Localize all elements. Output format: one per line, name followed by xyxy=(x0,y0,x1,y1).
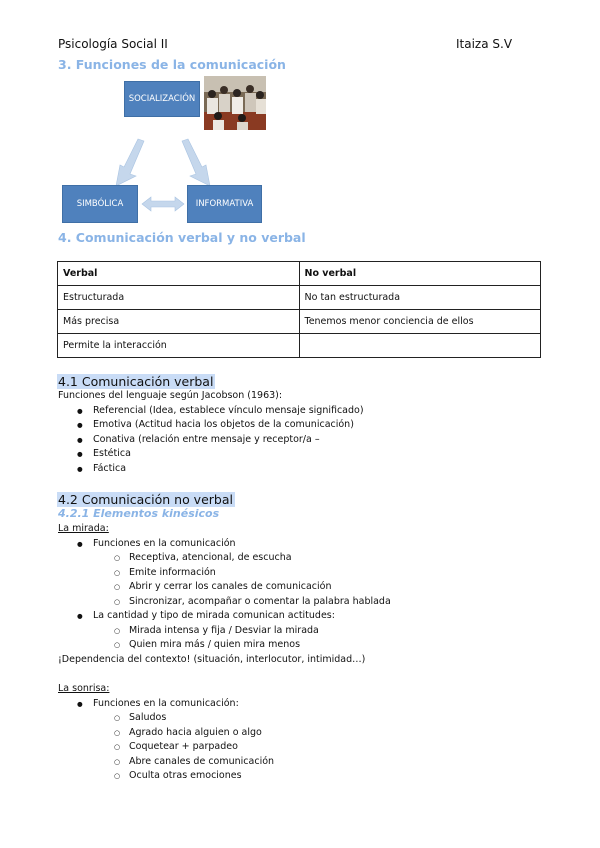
mirada-sublist xyxy=(58,624,588,653)
table-cell: Estructurada xyxy=(58,286,300,310)
list-item-label: Funciones en la comunicación: xyxy=(93,697,239,709)
language-functions-list xyxy=(58,404,578,477)
list-item: ● Conativa (relación entre mensaje y receptor/a – xyxy=(58,433,578,448)
list-item: ○ Saludos xyxy=(58,711,588,726)
table-row xyxy=(58,334,541,358)
table-row xyxy=(58,286,541,310)
table-header-cell: Verbal xyxy=(58,262,300,286)
table-header-row xyxy=(58,262,541,286)
comparison-table xyxy=(57,261,541,358)
list-item: ● Estética xyxy=(58,447,578,462)
list-item-label: Funciones en la comunicación xyxy=(93,537,236,549)
node-informativa: INFORMATIVA xyxy=(187,185,262,223)
table-cell: Más precisa xyxy=(58,310,300,334)
list-item: ○ Receptiva, atencional, de escucha xyxy=(58,551,588,566)
mirada-heading: La mirada: xyxy=(58,523,109,534)
list-item xyxy=(58,609,588,653)
table-header-cell: No verbal xyxy=(299,262,541,286)
list-item: ○ Coquetear + parpadeo xyxy=(58,740,588,755)
table-row xyxy=(58,310,541,334)
section42-title: 4.2 Comunicación no verbal xyxy=(58,492,233,507)
header-left: Psicología Social II xyxy=(58,37,168,51)
context-note: ¡Dependencia del contexto! (situación, interlocutor, intimidad…) xyxy=(58,653,366,665)
section3-title: 3. Funciones de la comunicación xyxy=(58,57,286,72)
section41-block xyxy=(57,371,215,390)
table-cell: No tan estructurada xyxy=(299,286,541,310)
sonrisa-sublist xyxy=(58,711,588,784)
mirada-list xyxy=(58,537,588,653)
list-item: ● Emotiva (Actitud hacia los objetos de la comunicación) xyxy=(58,418,578,433)
table-cell: Tenemos menor conciencia de ellos xyxy=(299,310,541,334)
arrow-top-left-icon xyxy=(116,139,144,186)
section41-content xyxy=(58,389,578,476)
table-cell xyxy=(299,334,541,358)
section42-subtitle: 4.2.1 Elementos kinésicos xyxy=(58,507,220,520)
node-socializacion: SOCIALIZACIÓN xyxy=(124,81,200,117)
table-cell: Permite la interacción xyxy=(58,334,300,358)
header-right: Itaiza S.V xyxy=(456,37,513,51)
arrow-horizontal-icon xyxy=(142,197,184,211)
list-item: ○ Emite información xyxy=(58,566,588,581)
sonrisa-block xyxy=(58,682,588,784)
section41-title: 4.1 Comunicación verbal xyxy=(58,374,214,389)
list-item: ○ Oculta otras emociones xyxy=(58,769,588,784)
list-item-label: La cantidad y tipo de mirada comunican actitudes: xyxy=(93,610,335,621)
sonrisa-list xyxy=(58,697,588,784)
list-item: ○ Agrado hacia alguien o algo xyxy=(58,726,588,741)
section42-block xyxy=(57,489,235,508)
arrow-top-right-icon xyxy=(182,139,210,186)
mirada-sublist xyxy=(58,551,588,609)
list-item xyxy=(58,537,588,610)
mirada-block xyxy=(58,522,588,667)
list-item: ● Fáctica xyxy=(58,462,578,477)
list-item: ○ Sincronizar, acompañar o comentar la palabra hablada xyxy=(58,595,588,610)
functions-diagram xyxy=(58,74,268,224)
list-item xyxy=(58,697,588,784)
section41-intro: Funciones del lenguaje según Jacobson (1963): xyxy=(58,390,283,401)
node-simbolica: SIMBÓLICA xyxy=(62,185,138,223)
crowd-photo xyxy=(204,76,266,130)
sonrisa-heading: La sonrisa: xyxy=(58,683,110,694)
list-item: ○ Abrir y cerrar los canales de comunicación xyxy=(58,580,588,595)
list-item: ○ Quien mira más / quien mira menos xyxy=(58,638,588,653)
list-item: ● Referencial (Idea, establece vínculo mensaje significado) xyxy=(58,404,578,419)
section4-title: 4. Comunicación verbal y no verbal xyxy=(58,230,306,245)
list-item: ○ Mirada intensa y fija / Desviar la mirada xyxy=(58,624,588,639)
list-item: ○ Abre canales de comunicación xyxy=(58,755,588,770)
